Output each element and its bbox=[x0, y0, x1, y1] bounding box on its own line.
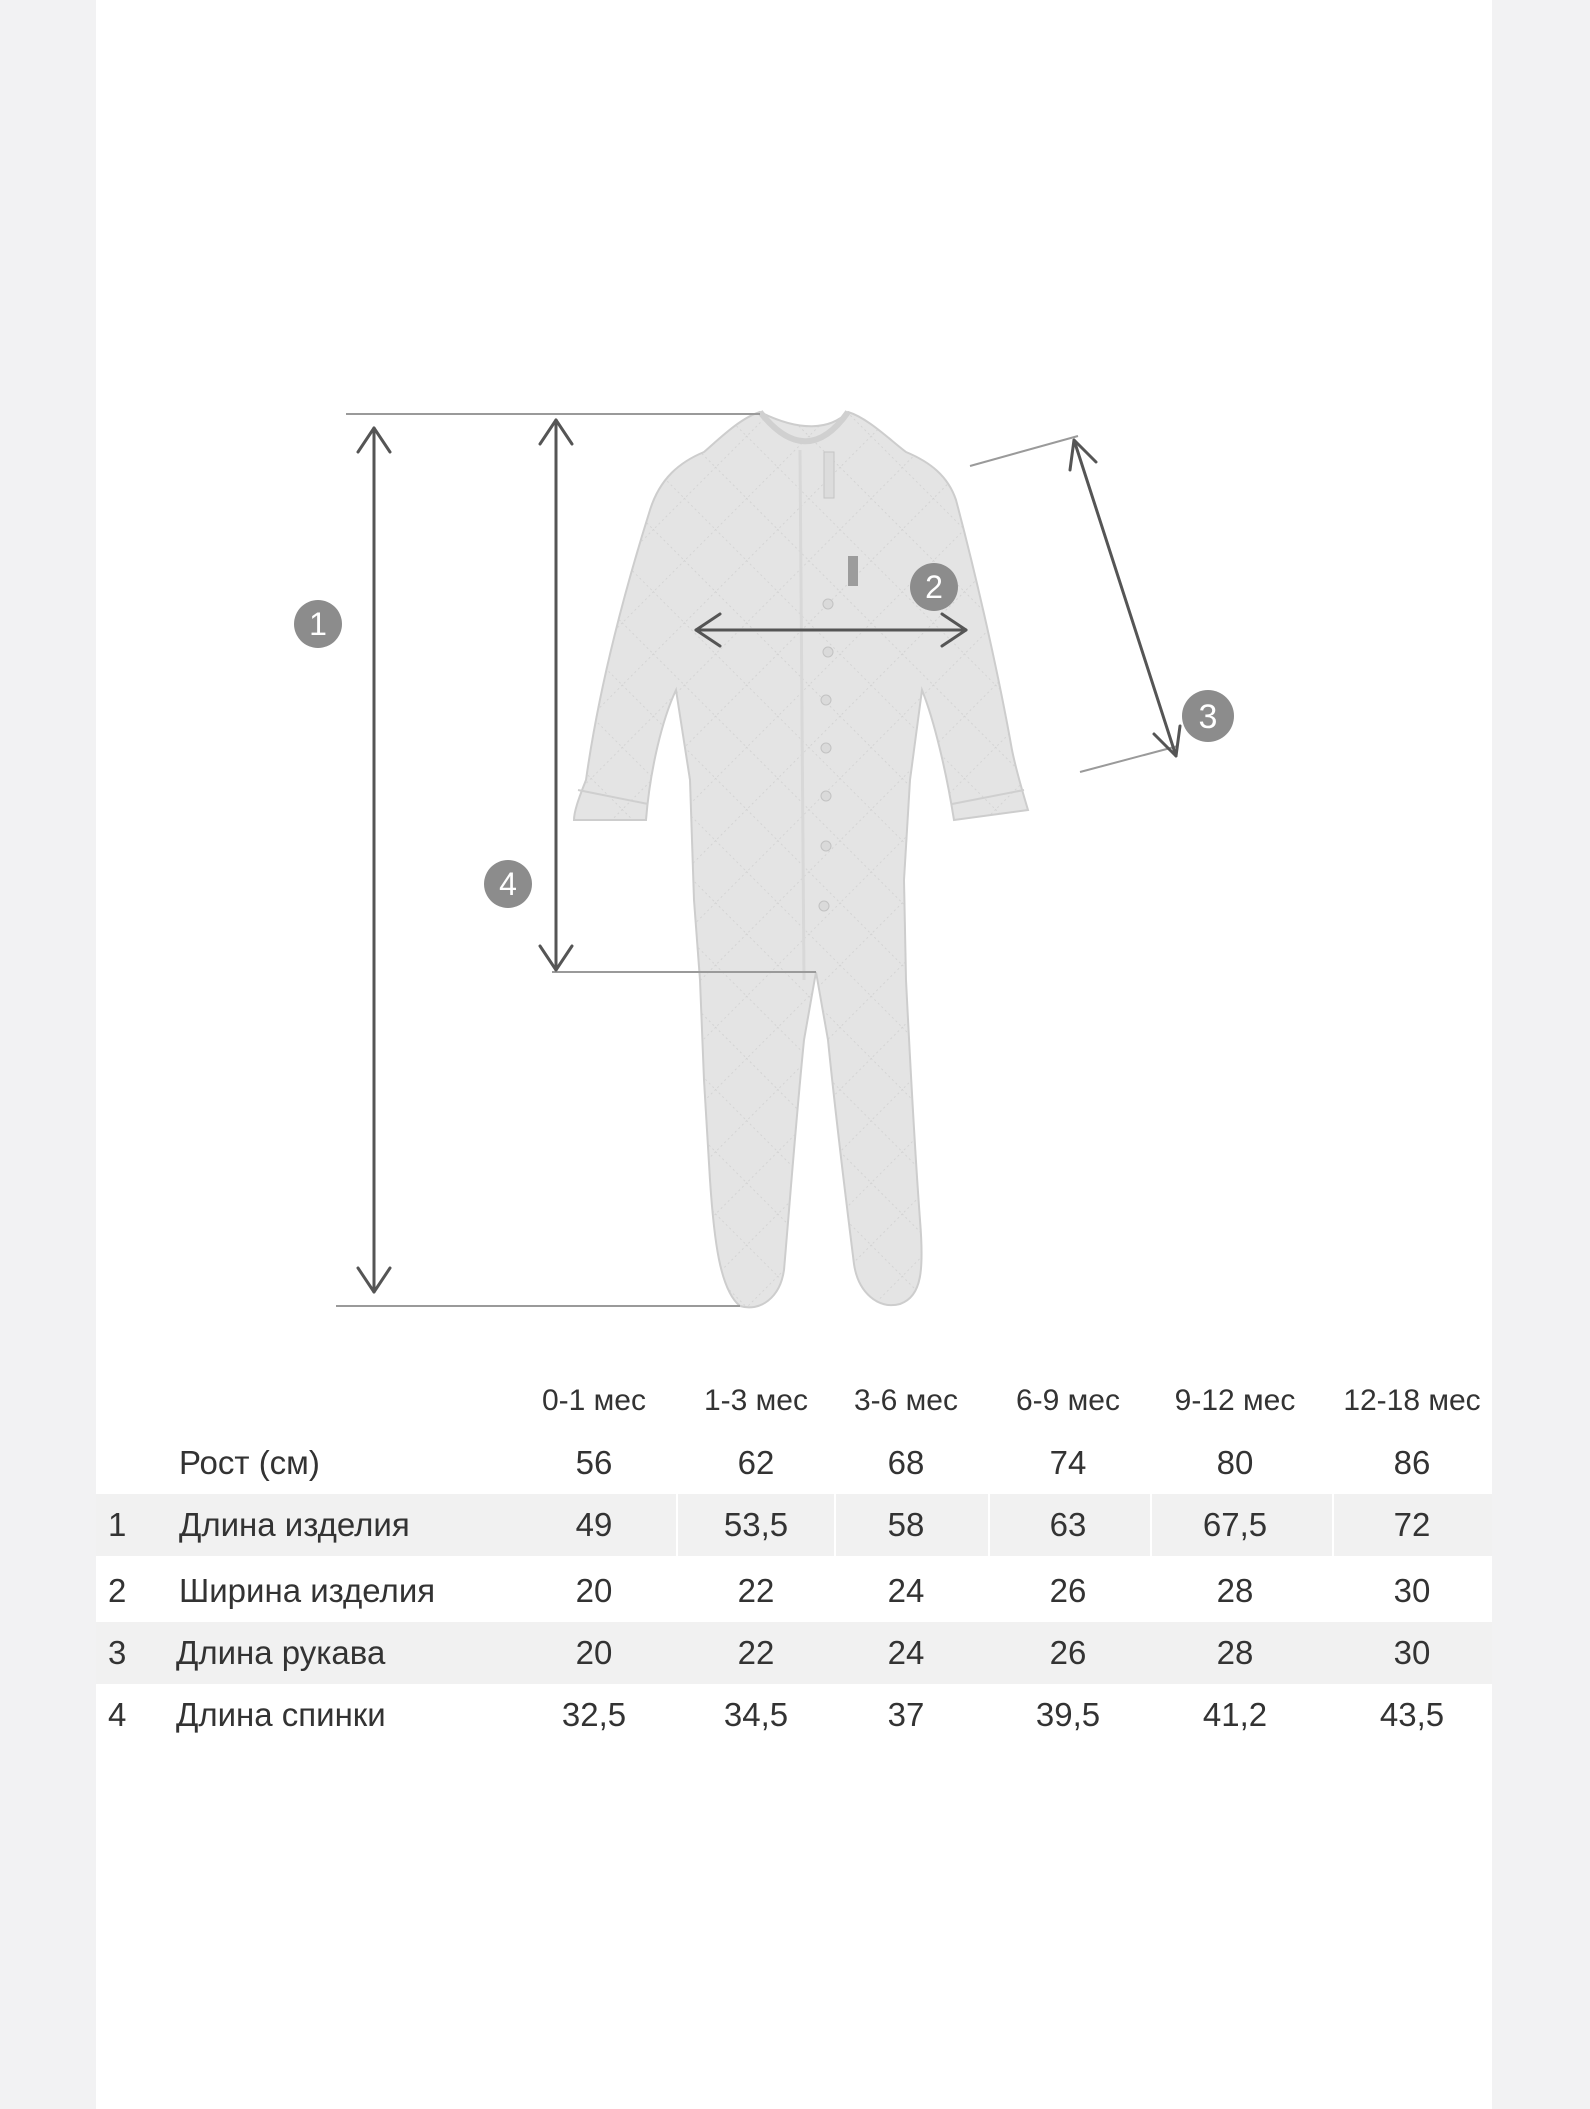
size-header: 3-6 мес bbox=[853, 1384, 958, 1417]
arrow-sleeve-length bbox=[1070, 440, 1180, 756]
row-label: Длина изделия bbox=[179, 1506, 410, 1543]
table-cell: 20 bbox=[575, 1634, 613, 1671]
table-cell: 86 bbox=[1393, 1444, 1431, 1481]
table-row bbox=[96, 1684, 1492, 1746]
size-header: 1-3 мес bbox=[703, 1384, 808, 1417]
table-cell: 22 bbox=[737, 1634, 775, 1671]
svg-text:2: 2 bbox=[925, 569, 943, 605]
table-cell: 68 bbox=[887, 1444, 925, 1481]
svg-text:3: 3 bbox=[1198, 698, 1218, 736]
marker-4 bbox=[484, 860, 532, 908]
table-cell: 34,5 bbox=[723, 1696, 789, 1733]
row-label: Рост (см) bbox=[179, 1444, 320, 1481]
marker-2 bbox=[910, 563, 958, 611]
row-label: Длина спинки bbox=[176, 1696, 386, 1733]
size-header: 12-18 мес bbox=[1343, 1384, 1481, 1417]
row-number: 3 bbox=[108, 1634, 127, 1671]
row-number: 1 bbox=[108, 1506, 127, 1543]
size-header: 6-9 мес bbox=[1015, 1384, 1120, 1417]
table-cell: 26 bbox=[1049, 1572, 1087, 1609]
table-cell: 30 bbox=[1393, 1572, 1431, 1609]
table-row bbox=[96, 1432, 1492, 1494]
table-cell: 22 bbox=[737, 1572, 775, 1609]
size-header-row bbox=[96, 1370, 1492, 1432]
table-cell: 39,5 bbox=[1035, 1696, 1101, 1733]
table-cell: 37 bbox=[887, 1696, 925, 1733]
table-cell: 30 bbox=[1393, 1634, 1431, 1671]
table-cell: 43,5 bbox=[1379, 1696, 1445, 1733]
row-label: Ширина изделия bbox=[179, 1572, 436, 1609]
table-cell: 26 bbox=[1049, 1634, 1087, 1671]
table-row bbox=[96, 1560, 1492, 1622]
row-number: 4 bbox=[108, 1696, 127, 1733]
row-number: 2 bbox=[108, 1572, 127, 1609]
table-cell: 28 bbox=[1216, 1634, 1254, 1671]
svg-text:1: 1 bbox=[309, 606, 327, 642]
marker-3 bbox=[1182, 690, 1234, 742]
arrow-total-length bbox=[358, 428, 390, 1292]
table-row bbox=[96, 1494, 1492, 1556]
table-cell: 67,5 bbox=[1202, 1506, 1268, 1543]
table-cell: 63 bbox=[1049, 1506, 1087, 1543]
table-cell: 24 bbox=[887, 1572, 925, 1609]
table-cell: 24 bbox=[887, 1634, 925, 1671]
table-cell: 58 bbox=[887, 1506, 925, 1543]
table-cell: 32,5 bbox=[561, 1696, 627, 1733]
table-cell: 74 bbox=[1049, 1444, 1087, 1481]
table-cell: 62 bbox=[737, 1444, 775, 1481]
svg-text:4: 4 bbox=[499, 866, 517, 902]
size-header: 0-1 мес bbox=[541, 1384, 646, 1417]
table-cell: 72 bbox=[1393, 1506, 1431, 1543]
size-header: 9-12 мес bbox=[1174, 1384, 1296, 1417]
table-row bbox=[96, 1622, 1492, 1684]
table-cell: 41,2 bbox=[1202, 1696, 1268, 1733]
marker-1 bbox=[294, 600, 342, 648]
table-cell: 80 bbox=[1216, 1444, 1254, 1481]
arrow-back-length bbox=[540, 420, 572, 970]
table-cell: 49 bbox=[575, 1506, 613, 1543]
row-label: Длина рукава bbox=[176, 1634, 386, 1671]
sleepsuit-image bbox=[574, 412, 1028, 1307]
table-cell: 53,5 bbox=[723, 1506, 789, 1543]
table-cell: 20 bbox=[575, 1572, 613, 1609]
table-cell: 56 bbox=[575, 1444, 613, 1481]
table-cell: 28 bbox=[1216, 1572, 1254, 1609]
